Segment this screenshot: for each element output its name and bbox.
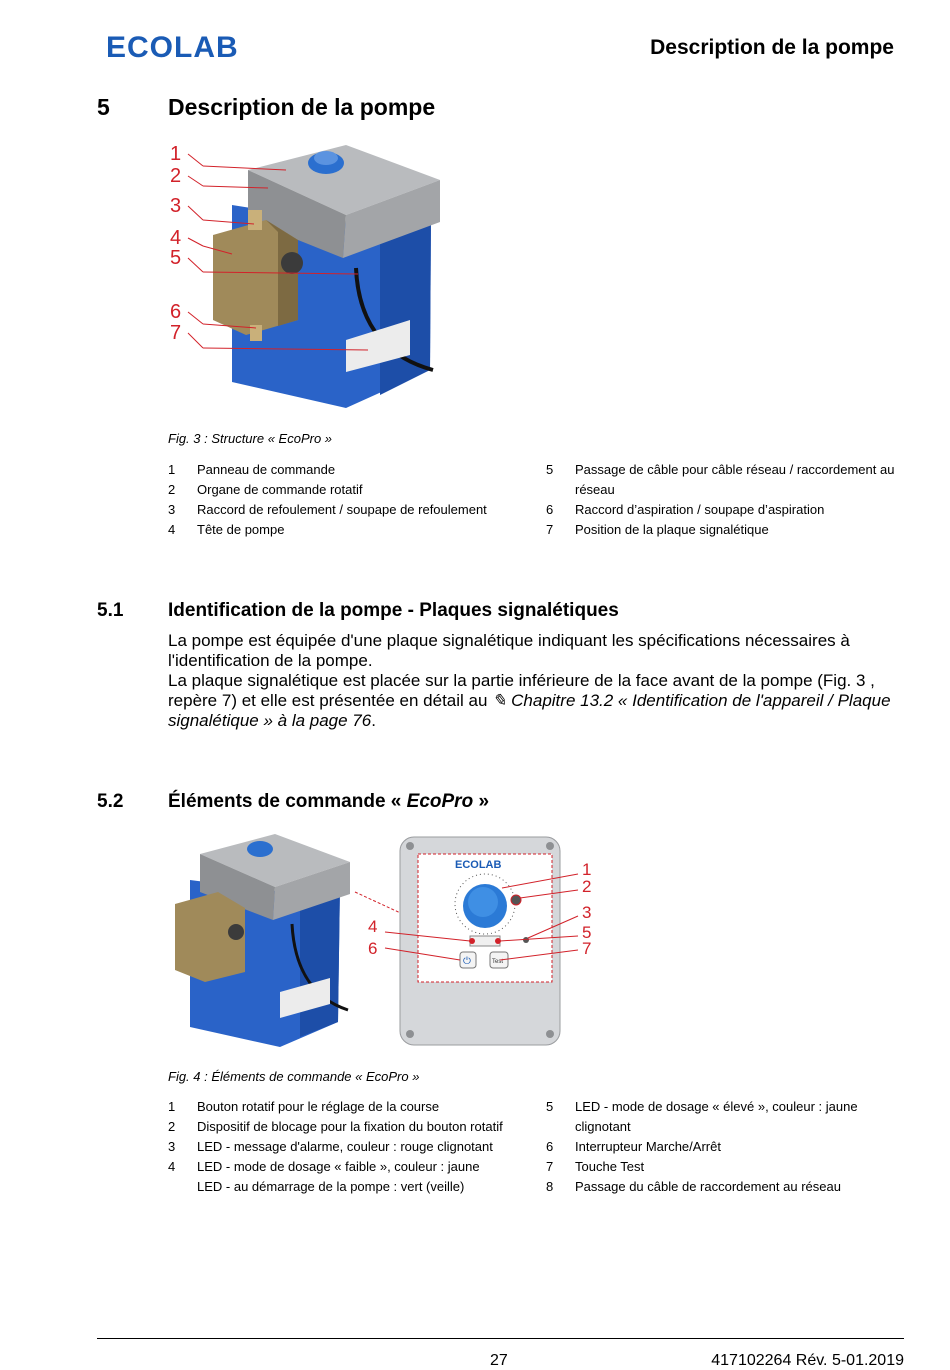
list-item: 3 Raccord de refoulement / soupape de refoulement: [168, 502, 487, 517]
section-title: Identification de la pompe - Plaques signalétiques: [168, 600, 619, 621]
list-item: 3 LED - message d'alarme, couleur : rouge clignotant: [168, 1139, 493, 1154]
svg-text:2: 2: [582, 877, 592, 896]
list-item: 7 Position de la plaque signalétique: [546, 522, 769, 537]
svg-text:1: 1: [582, 860, 592, 879]
control-legend-right: [546, 1097, 876, 1197]
list-item: 7 Touche Test: [546, 1159, 645, 1174]
control-legend-left: [168, 1097, 518, 1197]
svg-text:3: 3: [170, 195, 182, 217]
header-title: Description de la pompe: [650, 36, 894, 59]
svg-text:1: 1: [170, 143, 182, 165]
chapter-link[interactable]: Chapitre 13.2 « Identification de l'appareil / Plaque signalétique » à la page 76: [168, 691, 891, 730]
list-item: 1 Bouton rotatif pour le réglage de la course: [168, 1099, 440, 1114]
list-item: 2 Dispositif de blocage pour la fixation du bouton rotatif: [168, 1119, 503, 1134]
paragraph-2: La plaque signalétique est placée sur la partie inférieure de la face avant de la pompe (Fig. 3 , repère 7) et elle est présentée en détail au ✎ Chapitre 13.2 « Identification de l'appareil / Plaque signalétique » à la page 76.: [168, 671, 891, 730]
page-number: 27: [490, 1352, 508, 1369]
section-number: 5.1: [97, 600, 124, 621]
list-item: 4 LED - mode de dosage « faible », couleur : jaune: [168, 1159, 480, 1174]
svg-text:2: 2: [170, 165, 182, 187]
svg-text:7: 7: [170, 322, 182, 344]
section-title: Description de la pompe: [168, 94, 436, 120]
list-item: 6 Raccord d’aspiration / soupape d’aspiration: [546, 502, 825, 517]
identification-paragraph: [168, 631, 898, 731]
knob-lock: [511, 895, 521, 905]
list-item: 2 Organe de commande rotatif: [168, 482, 363, 497]
list-item: 5 Passage de câble pour câble réseau / raccordement au réseau: [546, 462, 895, 497]
document-reference: 417102264 Rév. 5-01.2019: [711, 1352, 904, 1369]
svg-text:7: 7: [582, 939, 592, 958]
legend-list-left: [168, 460, 518, 540]
svg-text:ECOLAB: ECOLAB: [106, 31, 239, 64]
figure-caption: Fig. 3 : Structure « EcoPro »: [168, 431, 333, 446]
paragraph-1: La pompe est équipée d'une plaque signalétique indiquant les spécifications nécessaires à l'identification de la pompe.: [168, 631, 850, 670]
list-item: 4 Tête de pompe: [168, 522, 285, 537]
list-item: LED - au démarrage de la pompe : vert (veille): [197, 1179, 465, 1194]
figure-caption: Fig. 4 : Éléments de commande « EcoPro »: [168, 1069, 420, 1084]
list-item: 5 LED - mode de dosage « élevé », couleur : jaune clignotant: [546, 1099, 858, 1134]
svg-text:3: 3: [582, 903, 592, 922]
svg-text:Test: Test: [492, 959, 504, 965]
svg-text:⏻: ⏻: [463, 956, 471, 967]
list-item: 1 Panneau de commande: [168, 462, 336, 477]
svg-text:6: 6: [170, 301, 182, 323]
svg-text:5: 5: [170, 247, 182, 269]
svg-text:5: 5: [582, 923, 592, 942]
section-number: 5: [97, 94, 110, 120]
footer-divider: [97, 1338, 904, 1339]
section-number: 5.2: [97, 791, 124, 812]
list-item: 6 Interrupteur Marche/Arrêt: [546, 1139, 721, 1154]
svg-text:4: 4: [368, 917, 378, 936]
chapter-link-icon: ✎: [492, 691, 507, 710]
list-item: 8 Passage du câble de raccordement au réseau: [546, 1179, 841, 1194]
svg-text:4: 4: [170, 227, 182, 249]
legend-list-right: [546, 460, 906, 540]
ecolab-logo: [106, 30, 256, 64]
panel-logo: ECOLAB: [455, 859, 502, 871]
section-title: Éléments de commande « EcoPro »: [168, 791, 490, 812]
control-elements-figure: [170, 832, 610, 1052]
pump-structure-figure: [168, 140, 458, 415]
svg-text:6: 6: [368, 939, 378, 958]
